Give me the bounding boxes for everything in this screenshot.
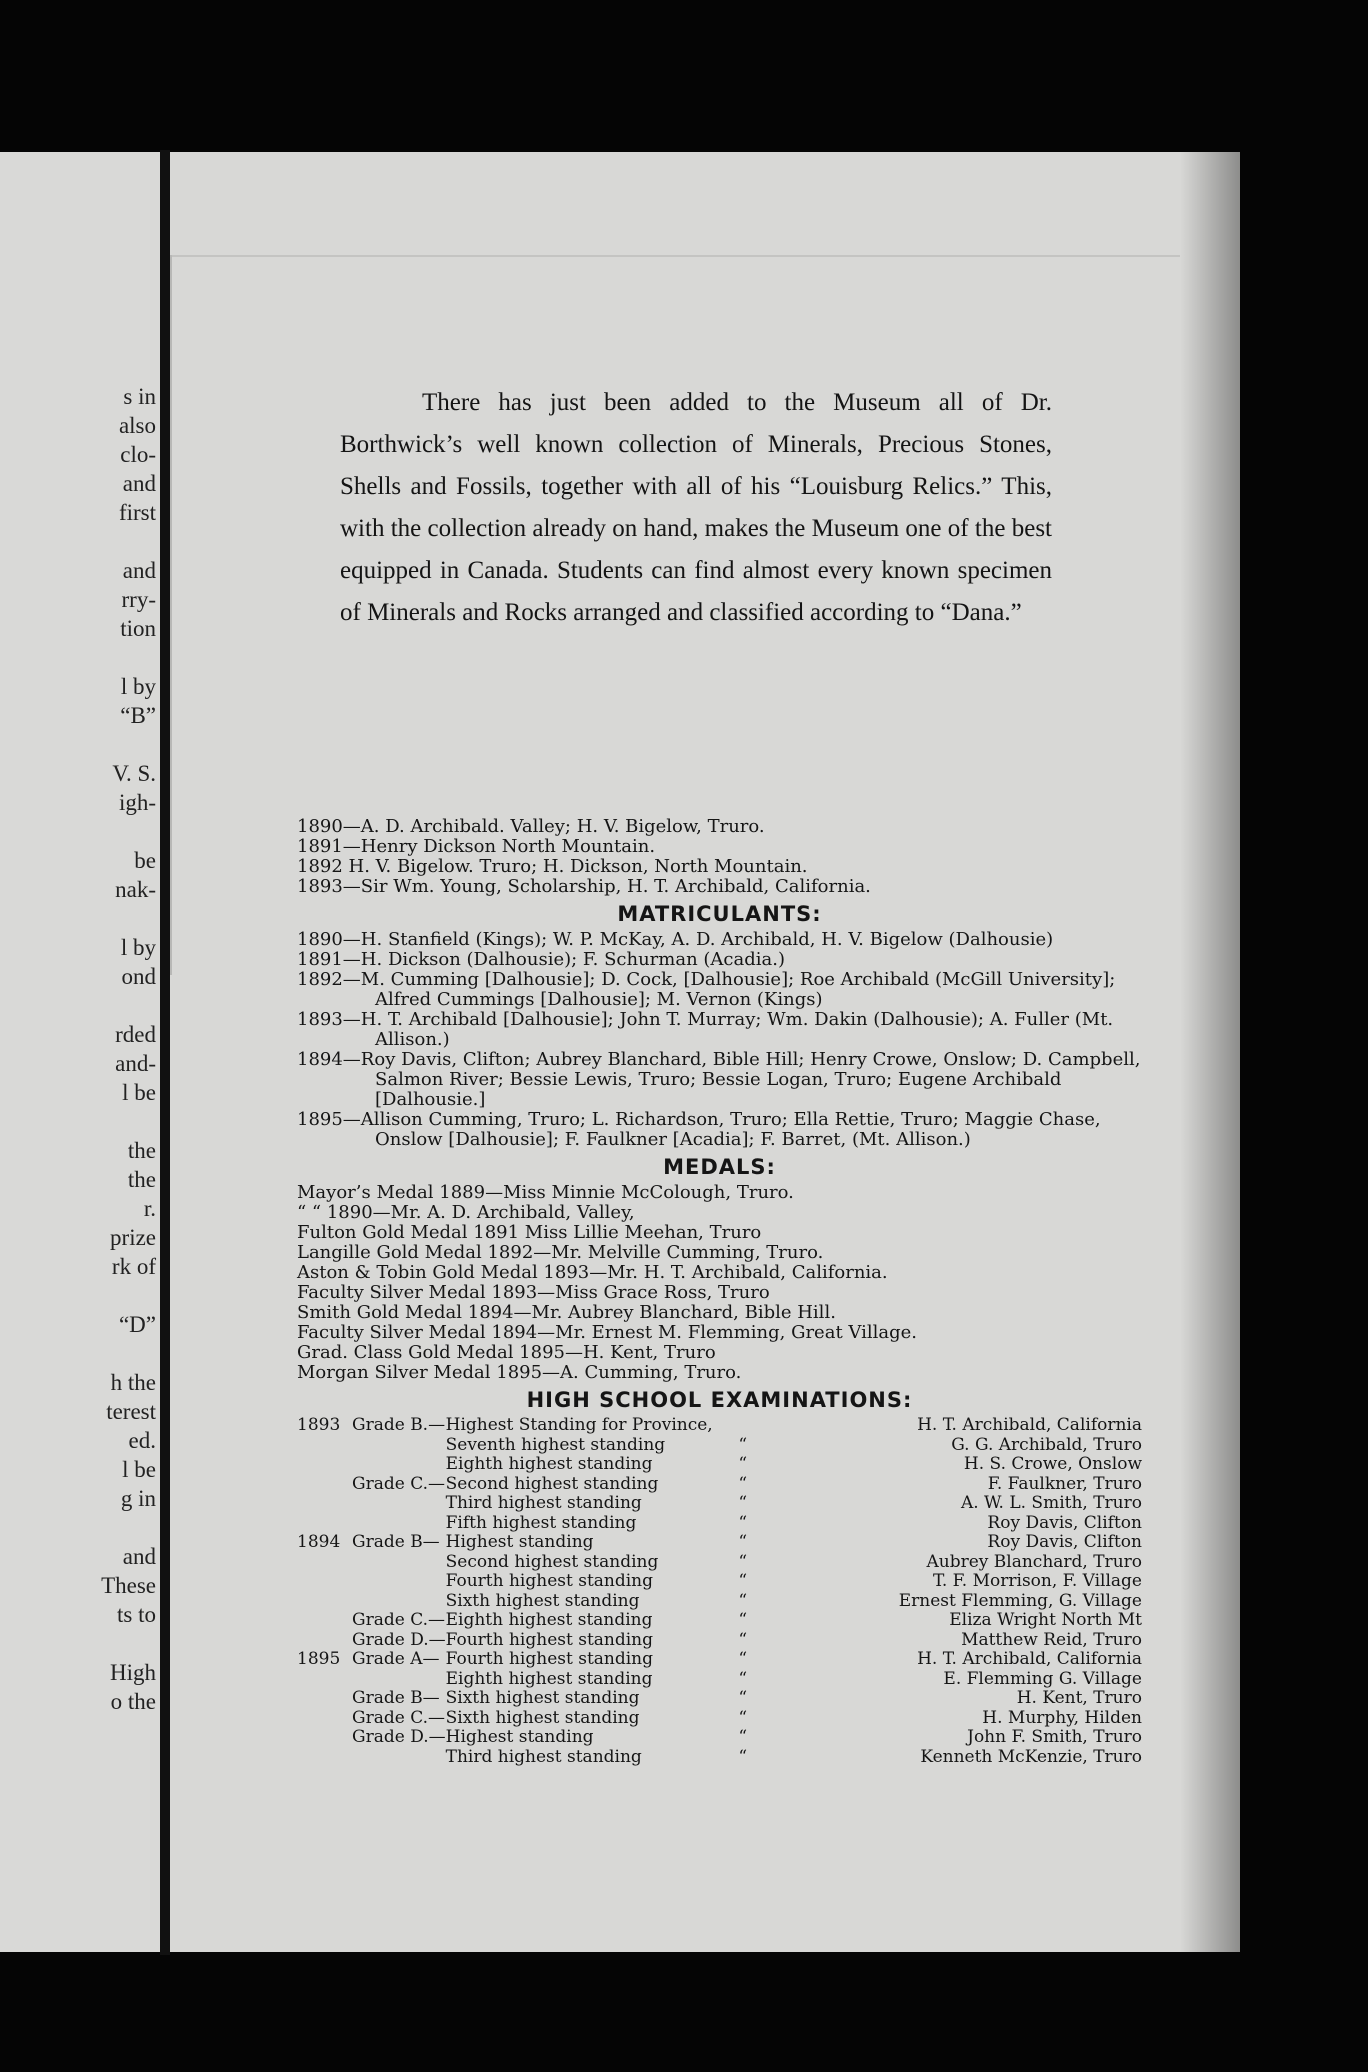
exam-grade: Grade D.— (352, 1727, 446, 1747)
left-page-fragment: High (110, 1660, 156, 1685)
exam-grade (352, 1494, 446, 1514)
left-page-fragment: ed. (128, 1428, 156, 1453)
medal-entry: Grad. Class Gold Medal 1895—H. Kent, Truro (297, 1342, 716, 1363)
medals-list (297, 1183, 1142, 1383)
pasted-slip-left-edge (170, 255, 172, 975)
exam-ditto-mark: “ (738, 1649, 748, 1669)
left-page-fragment (101, 643, 156, 672)
exam-year (297, 1514, 352, 1534)
left-page-fragment: l by (120, 674, 156, 699)
left-page-fragment: o the (110, 1689, 156, 1714)
left-page-fragment: be (134, 848, 156, 873)
medal-entry: Smith Gold Medal 1894—Mr. Aubrey Blanchard, Bible Hill. (297, 1302, 836, 1323)
exam-grade: Grade C.— (352, 1707, 445, 1728)
left-page-fragment: also (118, 413, 156, 438)
medal-entry: Aston & Tobin Gold Medal 1893—Mr. H. T. Archibald, California. (297, 1262, 888, 1283)
matriculant-entry: 1891—H. Dickson (Dalhousie); F. Schurman (Acadia.) (297, 949, 785, 970)
exam-student: H. T. Archibald, California (917, 1649, 1142, 1669)
left-page-fragment (101, 1629, 156, 1658)
left-page-fragment: igh- (118, 790, 156, 815)
left-page-fragment: “B” (120, 703, 156, 728)
page-gutter (160, 150, 170, 1955)
exam-row (297, 1533, 1142, 1553)
left-page-fragment: s in (123, 384, 156, 409)
exam-student: F. Faulkner, Truro (987, 1473, 1142, 1494)
exam-year: 1893 (297, 1415, 341, 1435)
exam-row (297, 1709, 1142, 1729)
scholarships-list (297, 817, 1142, 897)
left-page-fragment: ond (121, 964, 156, 989)
exam-ditto-mark: “ (738, 1473, 748, 1494)
exam-row (297, 1650, 1142, 1670)
medal-entry: Mayor’s Medal 1889—Miss Minnie McColough, Truro. (297, 1182, 794, 1203)
exam-ditto-mark: “ (738, 1727, 748, 1747)
matriculant-entry: 1892—M. Cumming [Dalhousie]; D. Cock, [Dalhousie]; Roe Archibald (McGill University]; Alfred Cummings [Dalhousie]; M. Vernon (Kings) (297, 969, 1116, 1010)
left-page-fragment (101, 904, 156, 933)
exam-row (297, 1572, 1142, 1592)
exam-standing: Third highest standing (445, 1746, 642, 1767)
exam-grade (352, 1592, 446, 1612)
exam-row (297, 1436, 1142, 1456)
left-page-fragment (101, 1281, 156, 1310)
exam-year: 1894 (297, 1532, 341, 1552)
exam-standing: Third highest standing (445, 1493, 642, 1513)
exam-grade: Grade C.— (352, 1610, 445, 1630)
medal-entry: Fulton Gold Medal 1891 Miss Lillie Meehan, Truro (297, 1222, 762, 1243)
exam-standing: Second highest standing (445, 1473, 659, 1494)
exam-row (297, 1670, 1142, 1690)
exam-ditto-mark: “ (738, 1434, 748, 1455)
exam-standing: Fourth highest standing (445, 1571, 654, 1591)
left-page-fragment: and- (115, 1051, 156, 1076)
exam-grade (352, 1455, 446, 1475)
left-page-fragment: first (118, 500, 156, 525)
left-page-fragment: g in (120, 1486, 156, 1511)
left-page-fragment (101, 527, 156, 556)
left-page-edge (0, 152, 162, 1952)
exam-row (297, 1748, 1142, 1768)
left-page-fragment: ts to (117, 1602, 156, 1627)
scholarship-entry: 1893—Sir Wm. Young, Scholarship, H. T. Archibald, California. (297, 876, 871, 897)
left-page-fragment: l by (120, 935, 156, 960)
exam-ditto-mark: “ (738, 1493, 748, 1513)
exam-row (297, 1689, 1142, 1709)
exam-student: Ernest Flemming, G. Village (898, 1590, 1142, 1611)
exam-ditto-mark (713, 1416, 773, 1436)
exam-ditto-mark: “ (738, 1551, 748, 1572)
exam-standing: Eighth highest standing (445, 1454, 653, 1474)
left-page-fragment: rry- (121, 587, 156, 612)
pasted-slip-edge (170, 255, 1180, 257)
exam-student: H. S. Crowe, Onslow (963, 1454, 1142, 1474)
medals-heading: MEDALS: (663, 1155, 776, 1179)
medal-entry: Faculty Silver Medal 1894—Mr. Ernest M. Flemming, Great Village. (297, 1322, 917, 1343)
exam-year (297, 1494, 352, 1514)
exam-row (297, 1592, 1142, 1612)
exam-grade: Grade C.— (352, 1473, 445, 1494)
exam-row (297, 1475, 1142, 1495)
exam-grade (352, 1436, 446, 1456)
exam-standing: Sixth highest standing (445, 1688, 640, 1708)
exam-standing: Second highest standing (445, 1551, 659, 1572)
exam-grade: Grade A— (352, 1649, 440, 1669)
left-page-fragment: and (122, 471, 156, 496)
exam-year (297, 1748, 352, 1768)
matriculant-entry: 1893—H. T. Archibald [Dalhousie]; John T. Murray; Wm. Dakin (Dalhousie); A. Fuller (Mt. Allison.) (297, 1009, 1114, 1050)
exam-year (297, 1631, 352, 1651)
exam-standing: Eighth highest standing (445, 1668, 653, 1689)
exam-student: Matthew Reid, Truro (961, 1629, 1142, 1650)
exam-student: H. Murphy, Hilden (982, 1707, 1142, 1728)
exam-standing: Fifth highest standing (445, 1512, 637, 1533)
exam-grade (352, 1514, 446, 1534)
exam-ditto-mark: “ (738, 1629, 748, 1650)
left-page-fragment: the (127, 1167, 156, 1192)
exam-standing: Fourth highest standing (445, 1629, 654, 1650)
matriculants-heading: MATRICULANTS: (617, 902, 822, 926)
exams-heading: HIGH SCHOOL EXAMINATIONS: (526, 1388, 913, 1412)
exam-row (297, 1611, 1142, 1631)
left-page-fragment: l be (122, 1080, 156, 1105)
medal-entry: “ “ 1890—Mr. A. D. Archibald, Valley, (297, 1202, 635, 1223)
left-page-fragment (101, 1107, 156, 1136)
exam-student: T. F. Morrison, F. Village (933, 1571, 1142, 1591)
left-page-fragment: and (122, 558, 156, 583)
exam-student: G. G. Archibald, Truro (951, 1434, 1142, 1455)
left-page-fragment (101, 1339, 156, 1368)
left-page-fragment (101, 730, 156, 759)
exam-row (297, 1416, 1142, 1436)
exam-ditto-mark: “ (738, 1688, 748, 1708)
exam-year (297, 1728, 352, 1748)
left-page-fragment: nak- (115, 877, 156, 902)
exam-year (297, 1553, 352, 1573)
left-page-fragment: prize (110, 1225, 156, 1250)
exam-student: Kenneth McKenzie, Truro (920, 1746, 1142, 1767)
exam-student: A. W. L. Smith, Truro (960, 1493, 1142, 1513)
exam-student: H. T. Archibald, California (917, 1415, 1142, 1435)
left-page-fragment: l be (122, 1457, 156, 1482)
left-page-fragment: These (101, 1573, 156, 1598)
exam-grade (352, 1572, 446, 1592)
exam-student: Aubrey Blanchard, Truro (926, 1551, 1142, 1572)
matriculants-list (297, 930, 1142, 1150)
left-page-fragment: clo- (120, 442, 156, 467)
scholarship-entry: 1891—Henry Dickson North Mountain. (297, 836, 656, 857)
exam-year: 1895 (297, 1649, 341, 1669)
exam-row (297, 1728, 1142, 1748)
matriculant-entry: 1890—H. Stanfield (Kings); W. P. McKay, A. D. Archibald, H. V. Bigelow (Dalhousie) (297, 929, 1054, 950)
left-page-fragment: rded (115, 1022, 156, 1047)
exam-row (297, 1514, 1142, 1534)
exam-standing: Highest standing (445, 1532, 594, 1552)
main-page (170, 152, 1240, 1952)
exam-ditto-mark: “ (738, 1571, 748, 1591)
exam-year (297, 1592, 352, 1612)
exam-row (297, 1553, 1142, 1573)
exam-year (297, 1455, 352, 1475)
left-page-fragment: r. (143, 1196, 156, 1221)
exams-table (297, 1416, 1142, 1767)
exam-student: Eliza Wright North Mt (949, 1610, 1142, 1630)
scholarship-entry: 1890—A. D. Archibald. Valley; H. V. Bigelow, Truro. (297, 816, 765, 837)
left-page-fragment (101, 817, 156, 846)
exam-grade (352, 1670, 446, 1690)
left-page-text-fragments (101, 382, 156, 1716)
exam-standing: Eighth highest standing (445, 1610, 653, 1630)
exam-year (297, 1436, 352, 1456)
exam-ditto-mark: “ (738, 1532, 748, 1552)
exam-year (297, 1572, 352, 1592)
scholarship-entry: 1892 H. V. Bigelow. Truro; H. Dickson, North Mountain. (297, 856, 808, 877)
medal-entry: Morgan Silver Medal 1895—A. Cumming, Truro. (297, 1362, 742, 1383)
exam-year (297, 1709, 352, 1729)
exam-standing: Sixth highest standing (445, 1590, 640, 1611)
exam-year (297, 1475, 352, 1495)
exam-grade (352, 1553, 446, 1573)
matriculant-entry: 1894—Roy Davis, Clifton; Aubrey Blanchard, Bible Hill; Henry Crowe, Onslow; D. Campbell, Salmon River; Bessie Lewis, Truro; Bessie Logan, Truro; Eugene Archibald [Dalhousie.] (297, 1049, 1141, 1110)
exam-ditto-mark: “ (738, 1707, 748, 1728)
exam-ditto-mark: “ (738, 1746, 748, 1767)
left-page-fragment: V. S. (112, 761, 156, 786)
left-page-fragment: “D” (118, 1312, 156, 1337)
exam-ditto-mark: “ (738, 1590, 748, 1611)
exam-year (297, 1670, 352, 1690)
exam-year (297, 1611, 352, 1631)
medal-entry: Faculty Silver Medal 1893—Miss Grace Ross, Truro (297, 1282, 770, 1303)
left-page-fragment: the (127, 1138, 156, 1163)
exam-ditto-mark: “ (738, 1610, 748, 1630)
exam-grade (352, 1748, 446, 1768)
medal-entry: Langille Gold Medal 1892—Mr. Melville Cumming, Truro. (297, 1242, 824, 1263)
exam-student: E. Flemming G. Village (943, 1668, 1142, 1689)
exam-grade: Grade B— (352, 1688, 440, 1708)
exam-student: H. Kent, Truro (1016, 1688, 1142, 1708)
left-page-fragment (101, 991, 156, 1020)
exam-standing: Fourth highest standing (445, 1649, 654, 1669)
exam-student: John F. Smith, Truro (967, 1727, 1142, 1747)
exam-ditto-mark: “ (738, 1512, 748, 1533)
exam-ditto-mark: “ (738, 1668, 748, 1689)
left-page-fragment: rk of (111, 1254, 156, 1279)
exam-grade: Grade B.— (352, 1415, 446, 1435)
exam-row (297, 1455, 1142, 1475)
exam-standing: Highest standing (445, 1727, 594, 1747)
exam-grade: Grade D.— (352, 1629, 446, 1650)
exam-row (297, 1494, 1142, 1514)
exam-student: Roy Davis, Clifton (987, 1532, 1142, 1552)
exam-standing: Seventh highest standing (445, 1434, 666, 1455)
exam-standing: Highest Standing for Province, (445, 1415, 713, 1435)
exam-ditto-mark: “ (738, 1454, 748, 1474)
exam-standing: Sixth highest standing (445, 1707, 640, 1728)
results-section (297, 817, 1142, 1767)
exam-row (297, 1631, 1142, 1651)
matriculant-entry: 1895—Allison Cumming, Truro; L. Richardson, Truro; Ella Rettie, Truro; Maggie Chase, Onslow [Dalhousie]; F. Faulkner [Acadia]; F. Barret, (Mt. Allison.) (297, 1109, 1101, 1150)
left-page-fragment: h the (110, 1370, 156, 1395)
left-page-fragment: terest (106, 1399, 156, 1424)
left-page-fragment: and (122, 1544, 156, 1569)
exam-grade: Grade B— (352, 1532, 440, 1552)
exam-student: Roy Davis, Clifton (987, 1512, 1142, 1533)
museum-intro-paragraph: There has just been added to the Museum all of Dr. Borthwick’s well known collection of Minerals, Precious Stones, Shells and Fossils, together with all of his “Louisburg Relics.” This, with the collection already on hand, makes the Museum one of the best equipped in Canada. Students can find almost every known specimen of Minerals and Rocks arranged and classified according to “Dana.” (340, 389, 1052, 626)
exam-year (297, 1689, 352, 1709)
left-page-fragment (101, 1513, 156, 1542)
left-page-fragment: tion (120, 616, 156, 641)
